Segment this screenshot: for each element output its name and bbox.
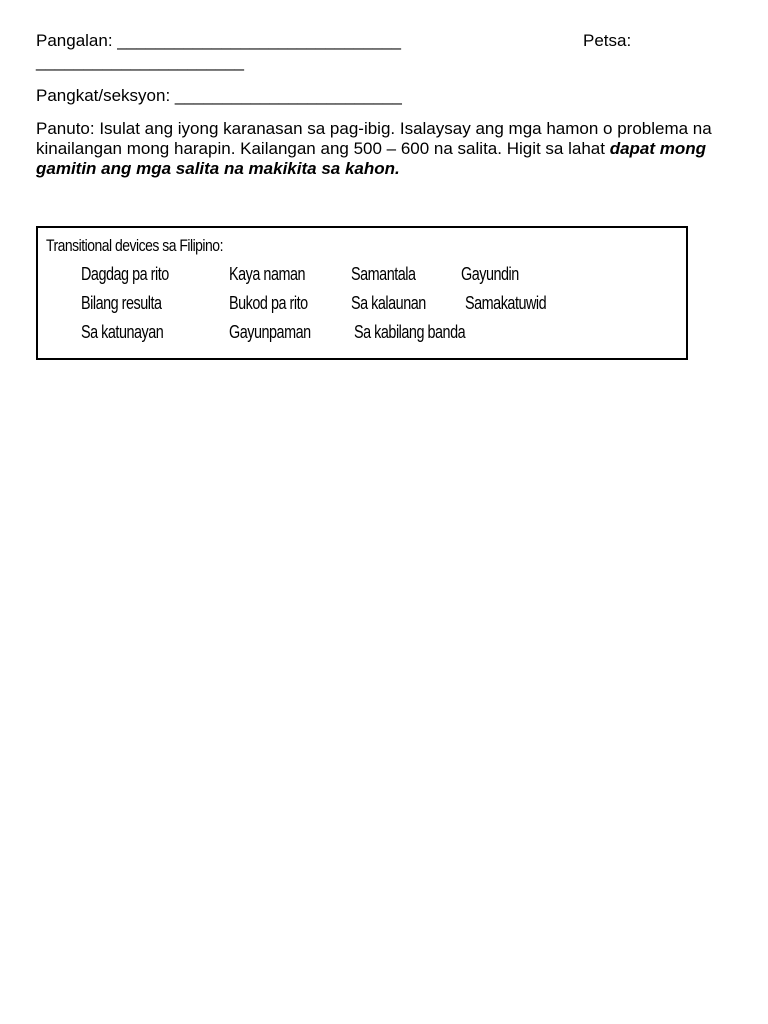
word-box <box>36 226 688 360</box>
word-item: Bilang resulta <box>81 293 162 313</box>
word-item: Sa kabilang banda <box>354 322 466 342</box>
name-date-line <box>36 31 736 51</box>
word-item: Sa kalaunan <box>351 293 426 313</box>
date-field-blank[interactable]: ______________________ <box>36 52 245 71</box>
instructions-paragraph <box>36 119 736 179</box>
word-box-title: Transitional devices sa Filipino: <box>46 236 223 255</box>
word-item: Dagdag pa rito <box>81 264 169 284</box>
section-field-label[interactable]: Pangkat/seksyon: ________________________ <box>36 86 402 105</box>
word-item: Bukod pa rito <box>229 293 308 313</box>
instructions-end-punct: . <box>395 159 400 178</box>
word-item: Samantala <box>351 264 416 284</box>
instructions-emphasis: dapat mong gamitin ang mga salita na makikita sa kahon <box>36 139 707 178</box>
word-item: Gayundin <box>461 264 519 284</box>
word-item: Kaya naman <box>229 264 306 284</box>
word-item: Gayunpaman <box>229 322 311 342</box>
instructions-text: Panuto: Isulat ang iyong karanasan sa pag-ibig. Isalaysay ang mga hamon o problema na kinailangan mong harapin. Kailangan ang 500 – 600 na salita. Higit sa lahat <box>36 119 712 158</box>
word-item: Samakatuwid <box>465 293 547 313</box>
date-field-label[interactable]: Petsa: <box>583 31 632 50</box>
word-item: Sa katunayan <box>81 322 164 342</box>
name-field-label[interactable]: Pangalan: ______________________________ <box>36 31 401 50</box>
